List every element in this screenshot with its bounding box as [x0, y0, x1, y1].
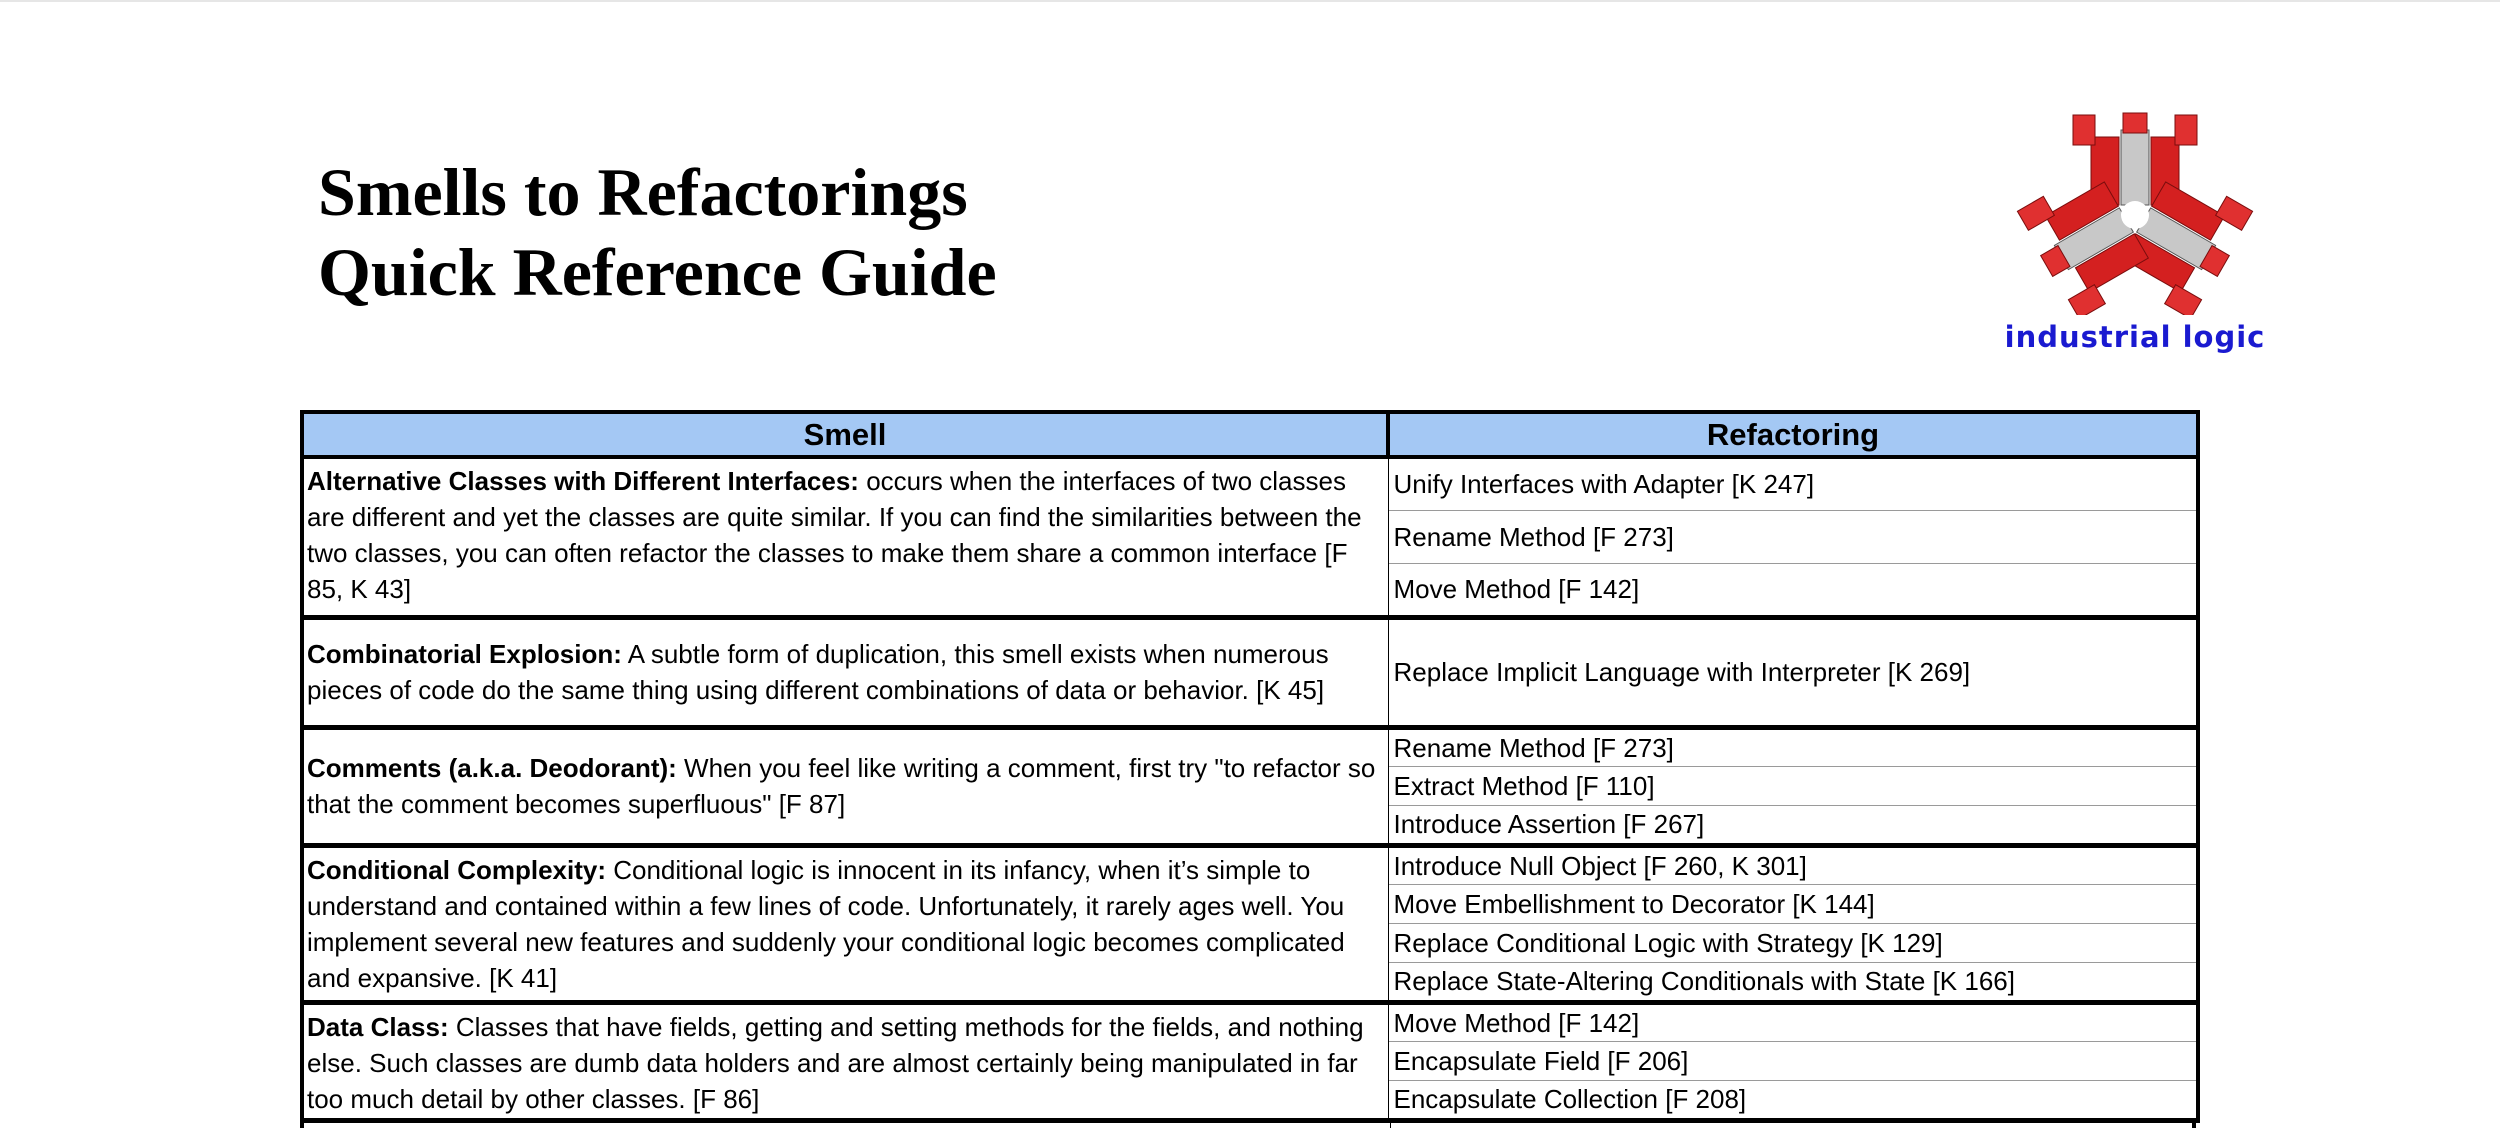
refactoring-cell: Replace Implicit Language with Interpreter [K 269]	[1388, 617, 2198, 727]
title-line-1: Smells to Refactorings	[318, 154, 968, 230]
table-continuation-edge	[300, 1121, 2196, 1128]
smell-name: Comments (a.k.a. Deodorant):	[307, 753, 677, 783]
smell-description: A subtle form of duplication, this smell exists when numerous pieces of code do the same thing using different combinations of data or behavior. [K 45]	[307, 639, 1329, 705]
smell-description: Conditional logic is innocent in its infancy, when it’s simple to understand and contained within a few lines of code. Unfortunately, it rarely ages well. You implement several new features and suddenly your conditional logic becomes complicated and expansive. [K 41]	[307, 854, 1345, 993]
refactoring-cell: Introduce Assertion [F 267]	[1388, 805, 2198, 845]
refactoring-cell: Extract Method [F 110]	[1388, 766, 2198, 805]
smell-name: Alternative Classes with Different Interfaces:	[307, 466, 859, 496]
page-top-rule	[0, 0, 2500, 2]
industrial-logic-logo	[1985, 65, 2285, 365]
table-row	[302, 617, 2198, 727]
refactoring-cell: Rename Method [F 273]	[1388, 510, 2198, 563]
refactoring-cell: Replace Conditional Logic with Strategy [K 129]	[1388, 923, 2198, 962]
table-row	[302, 457, 2198, 510]
smell-cell	[302, 457, 1388, 617]
refactoring-cell: Move Method [F 142]	[1388, 563, 2198, 617]
refactoring-cell: Encapsulate Field [F 206]	[1388, 1041, 2198, 1080]
table-row	[302, 1002, 2198, 1041]
page-title	[318, 152, 997, 312]
column-header-refactoring: Refactoring	[1388, 412, 2198, 457]
table-row	[302, 845, 2198, 884]
column-header-smell: Smell	[302, 412, 1388, 457]
table-row	[302, 727, 2198, 766]
smell-description: Classes that have fields, getting and setting methods for the fields, and nothing else. Such classes are dumb data holders and are almost certainly being manipulated in far too much detail by other classes. [F 86]	[307, 1011, 1364, 1114]
refactoring-cell: Unify Interfaces with Adapter [K 247]	[1388, 457, 2198, 510]
logo-wordmark: industrial logic	[2004, 320, 2266, 354]
title-line-2: Quick Reference Guide	[318, 234, 997, 310]
smell-name: Conditional Complexity:	[307, 854, 606, 885]
smells-refactorings-table	[300, 410, 2200, 1123]
refactoring-cell: Encapsulate Collection [F 208]	[1388, 1080, 2198, 1120]
refactoring-cell: Rename Method [F 273]	[1388, 727, 2198, 766]
smell-cell	[302, 845, 1388, 1002]
industrial-logic-logo-icon	[1985, 65, 2285, 315]
smell-name: Combinatorial Explosion:	[307, 639, 622, 669]
smell-cell	[302, 727, 1388, 845]
smell-description: occurs when the interfaces of two classes are different and yet the classes are quite similar. If you can find the similarities between the two classes, you can often refactor the classes to make them share a common interface [F 85, K 43]	[307, 466, 1362, 604]
refactoring-cell: Introduce Null Object [F 260, K 301]	[1388, 845, 2198, 884]
table-header-row	[302, 412, 2198, 457]
smell-description: When you feel like writing a comment, first try "to refactor so that the comment becomes superfluous" [F 87]	[307, 753, 1376, 819]
refactoring-cell: Move Embellishment to Decorator [K 144]	[1388, 884, 2198, 923]
smell-cell	[302, 617, 1388, 727]
refactoring-cell: Move Method [F 142]	[1388, 1002, 2198, 1041]
refactoring-cell: Replace State-Altering Conditionals with State [K 166]	[1388, 962, 2198, 1002]
smell-cell	[302, 1002, 1388, 1120]
smell-name: Data Class:	[307, 1011, 449, 1042]
